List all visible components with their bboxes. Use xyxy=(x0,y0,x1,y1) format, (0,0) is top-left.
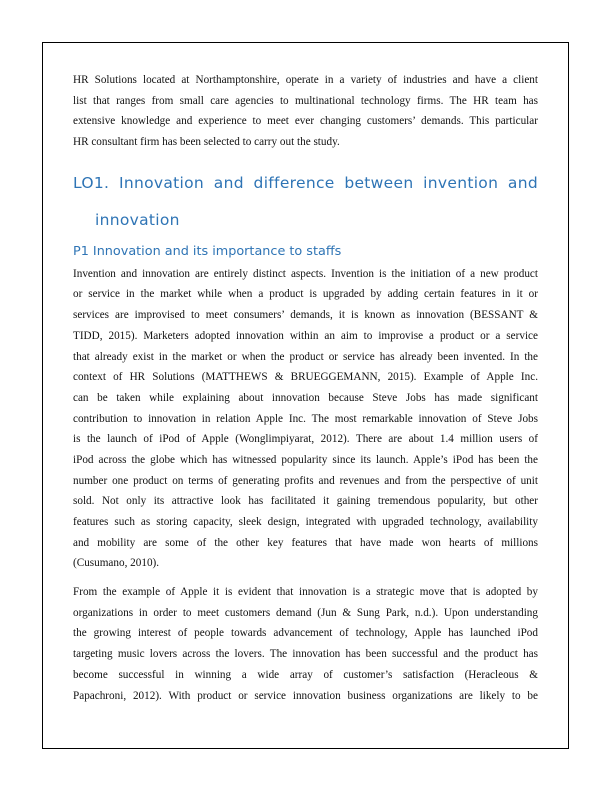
text-line: is the launch of iPod of Apple (Wonglimpiyarat, 2012). There are about 1.4 million users of xyxy=(73,433,538,446)
text-line: targeting music lovers across the lovers. The innovation has been successful and the product has xyxy=(73,648,538,661)
text-line: From the example of Apple it is evident that innovation is a strategic move that is adopted by xyxy=(73,586,538,599)
text-line: organizations in order to meet customers demand (Jun & Sung Park, n.d.). Upon understanding xyxy=(73,606,538,619)
text-line: iPod across the globe which has witnessed popularity since its launch. Apple’s iPod has been the xyxy=(73,453,538,466)
text-line: context of HR Solutions (MATTHEWS & BRUEGGEMANN, 2015). Example of Apple Inc. xyxy=(73,371,538,384)
intro-paragraph xyxy=(73,70,538,153)
text-line: TIDD, 2015). Marketers adopted innovation within an aim to improvise a product or a service xyxy=(73,329,538,342)
heading-line-2: innovation xyxy=(95,210,180,229)
heading-line-1: LO1. Innovation and difference between invention and xyxy=(73,173,538,192)
text-line: extensive knowledge and experience to meet ever changing customers’ demands. This particular xyxy=(73,115,538,128)
section-heading-lo1 xyxy=(73,165,538,239)
body-paragraph-invention xyxy=(73,264,538,574)
text-line: (Cusumano, 2010). xyxy=(73,557,160,570)
subheading-p1: P1 Innovation and its importance to staffs xyxy=(73,243,342,259)
text-line: and mobility are some of the other key features that have made won hearts of millions xyxy=(73,536,538,549)
text-line: Invention and innovation are entirely distinct aspects. Invention is the initiation of a new product xyxy=(73,267,538,280)
text-line: list that ranges from small care agencies to multinational technology firms. The HR team has xyxy=(73,94,538,107)
text-line: that already exist in the market or when the product or service has already been invented. In the xyxy=(73,350,538,363)
text-line: HR consultant firm has been selected to carry out the study. xyxy=(73,136,340,149)
text-line: number one product on terms of generating profits and revenues and from the perspective of unit xyxy=(73,474,538,487)
text-line: can be taken while explaining about innovation because Steve Jobs has made significant xyxy=(73,391,538,404)
text-line: Papachroni, 2012). With product or service innovation business organizations are likely to be xyxy=(73,689,538,702)
text-line: features such as storing capacity, sleek design, integrated with upgraded technology, availability xyxy=(73,516,538,528)
text-line: HR Solutions located at Northamptonshire, operate in a variety of industries and have a client xyxy=(73,74,538,86)
body-paragraph-apple xyxy=(73,582,538,706)
text-line: contribution to innovation in relation Apple Inc. The most remarkable innovation of Steve Jobs xyxy=(73,412,538,425)
text-line: become successful in winning a wide array of customer’s satisfaction (Heracleous & xyxy=(73,668,538,681)
text-line: the growing interest of people towards advancement of technology, Apple has launched iPod xyxy=(73,627,538,640)
text-line: sold. Not only its attractive look has facilitated it gaining tremendous popularity, but other xyxy=(73,495,538,508)
document-body xyxy=(73,70,538,706)
text-line: or service in the market while when a product is upgraded by adding certain features in it or xyxy=(73,288,538,301)
text-line: services are improvised to meet consumers’ demands, it is known as innovation (BESSANT & xyxy=(73,309,538,322)
